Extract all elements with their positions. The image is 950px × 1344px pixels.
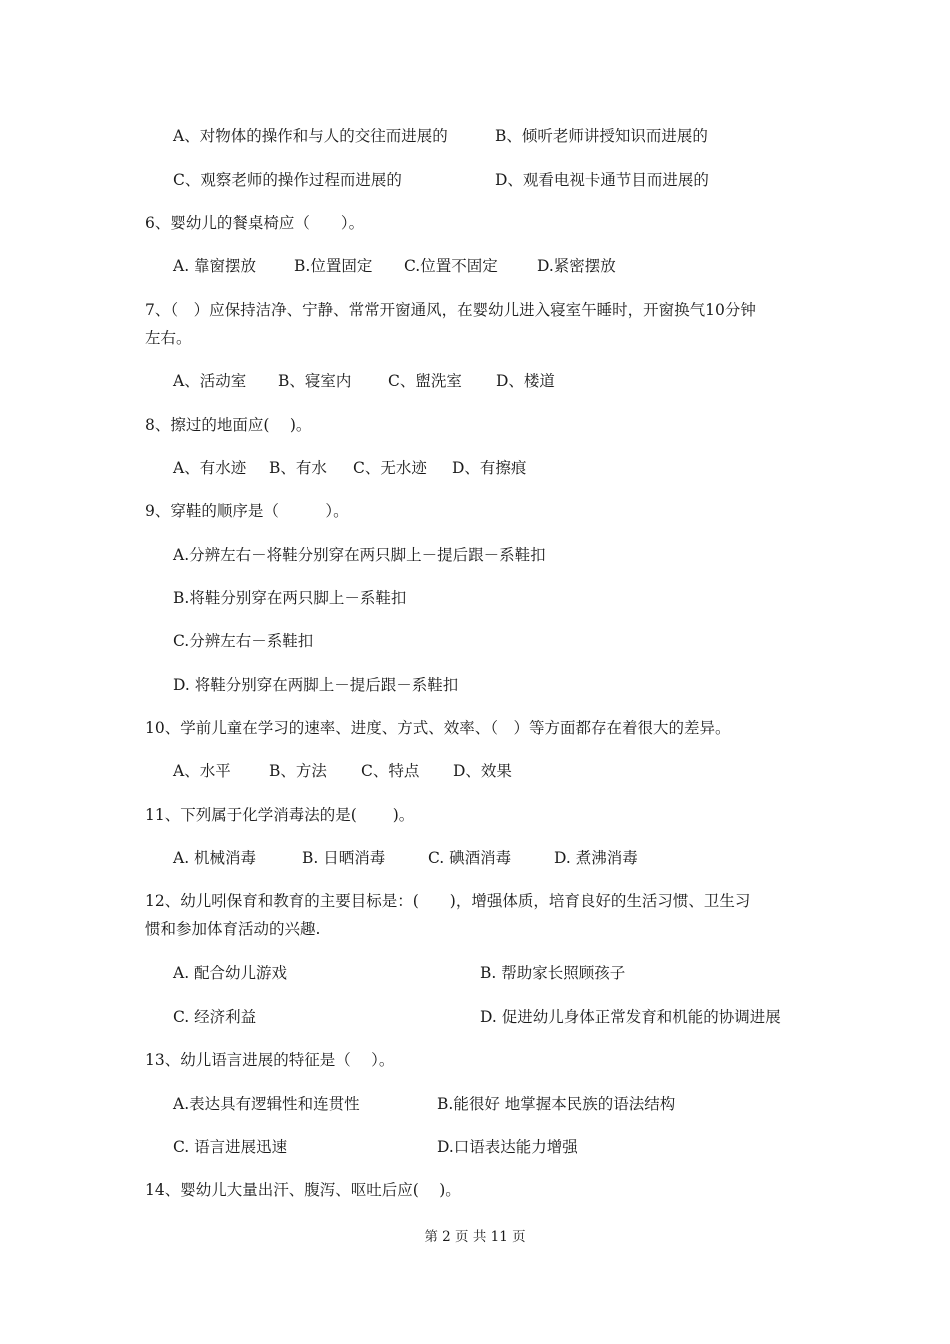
q7-stem-line2: 左右。	[145, 329, 192, 347]
q13-stem: 13、幼儿语言进展的特征是（ ）。	[145, 1051, 395, 1069]
q11-option-c: C. 碘酒消毒	[428, 849, 512, 867]
q5-option-d: D、观看电视卡通节目而进展的	[495, 171, 709, 189]
q11-stem: 11、下列属于化学消毒法的是( )。	[145, 806, 415, 824]
q13-option-d: D.口语表达能力增强	[437, 1138, 578, 1156]
q8-option-d: D、有擦痕	[452, 459, 527, 477]
q8-option-a: A、有水迹	[173, 459, 247, 477]
q13-option-b: B.能很好 地掌握本民族的语法结构	[437, 1095, 676, 1113]
q7-option-d: D、楼道	[496, 372, 555, 390]
q7-option-c: C、盥洗室	[388, 372, 462, 390]
q7-options	[173, 370, 555, 392]
q12-stem-line2: 惯和参加体育活动的兴趣.	[145, 920, 321, 938]
q9-option-a: A.分辨左右－将鞋分别穿在两只脚上－提后跟－系鞋扣	[173, 546, 546, 564]
q9-option-d: D. 将鞋分别穿在两脚上－提后跟－系鞋扣	[173, 676, 459, 694]
q7-option-a: A、活动室	[173, 372, 247, 390]
q6-option-a: A. 靠窗摆放	[173, 257, 257, 275]
q8-option-b: B、有水	[269, 459, 327, 477]
q12-option-b: B. 帮助家长照顾孩子	[480, 964, 626, 982]
q7-stem-line1: 7、（ ）应保持洁净、宁静、常常开窗通风，在婴幼儿进入寝室午睡时，开窗换气10分钟	[145, 301, 756, 319]
q11-option-d: D. 煮沸消毒	[554, 849, 638, 867]
q8-options	[173, 457, 526, 479]
q10-option-a: A、水平	[173, 762, 231, 780]
q10-stem: 10、学前儿童在学习的速率、进度、方式、效率、（ ）等方面都存在着很大的差异。	[145, 719, 731, 737]
q6-option-c: C.位置不固定	[404, 257, 498, 275]
q11-option-b: B. 日晒消毒	[302, 849, 386, 867]
q6-option-b: B.位置固定	[294, 257, 373, 275]
q12-option-c: C. 经济利益	[173, 1008, 257, 1026]
page-footer: 第 2 页 共 11 页	[424, 1229, 526, 1245]
q13-option-c: C. 语言进展迅速	[173, 1138, 288, 1156]
q12-option-a: A. 配合幼儿游戏	[173, 964, 288, 982]
q7-option-b: B、寝室内	[278, 372, 352, 390]
q8-option-c: C、无水迹	[353, 459, 427, 477]
q6-option-d: D.紧密摆放	[537, 257, 616, 275]
q11-options	[173, 847, 638, 869]
q5-option-c: C、观察老师的操作过程而进展的	[173, 171, 402, 189]
q12-option-d: D. 促进幼儿身体正常发育和机能的协调进展	[480, 1008, 781, 1026]
q9-option-c: C.分辨左右－系鞋扣	[173, 632, 314, 650]
q6-options	[173, 255, 616, 277]
q10-options	[173, 760, 512, 782]
q5-option-a: A、对物体的操作和与人的交往而进展的	[173, 127, 448, 145]
q10-option-d: D、效果	[453, 762, 512, 780]
q9-option-b: B.将鞋分别穿在两只脚上－系鞋扣	[173, 589, 407, 607]
q14-stem: 14、婴幼儿大量出汗、腹泻、呕吐后应( )。	[145, 1181, 461, 1199]
q6-stem: 6、婴幼儿的餐桌椅应（ ）。	[145, 214, 365, 232]
q11-option-a: A. 机械消毒	[173, 849, 257, 867]
q10-option-c: C、特点	[361, 762, 420, 780]
q13-option-a: A.表达具有逻辑性和连贯性	[173, 1095, 360, 1113]
q5-option-b: B、倾听老师讲授知识而进展的	[495, 127, 708, 145]
q10-option-b: B、方法	[269, 762, 327, 780]
q8-stem: 8、擦过的地面应( )。	[145, 416, 312, 434]
q12-stem-line1: 12、幼儿吲保育和教育的主要目标是：( )，增强体质，培育良好的生活习惯、卫生习	[145, 892, 751, 910]
q9-stem: 9、穿鞋的顺序是（ ）。	[145, 502, 349, 520]
